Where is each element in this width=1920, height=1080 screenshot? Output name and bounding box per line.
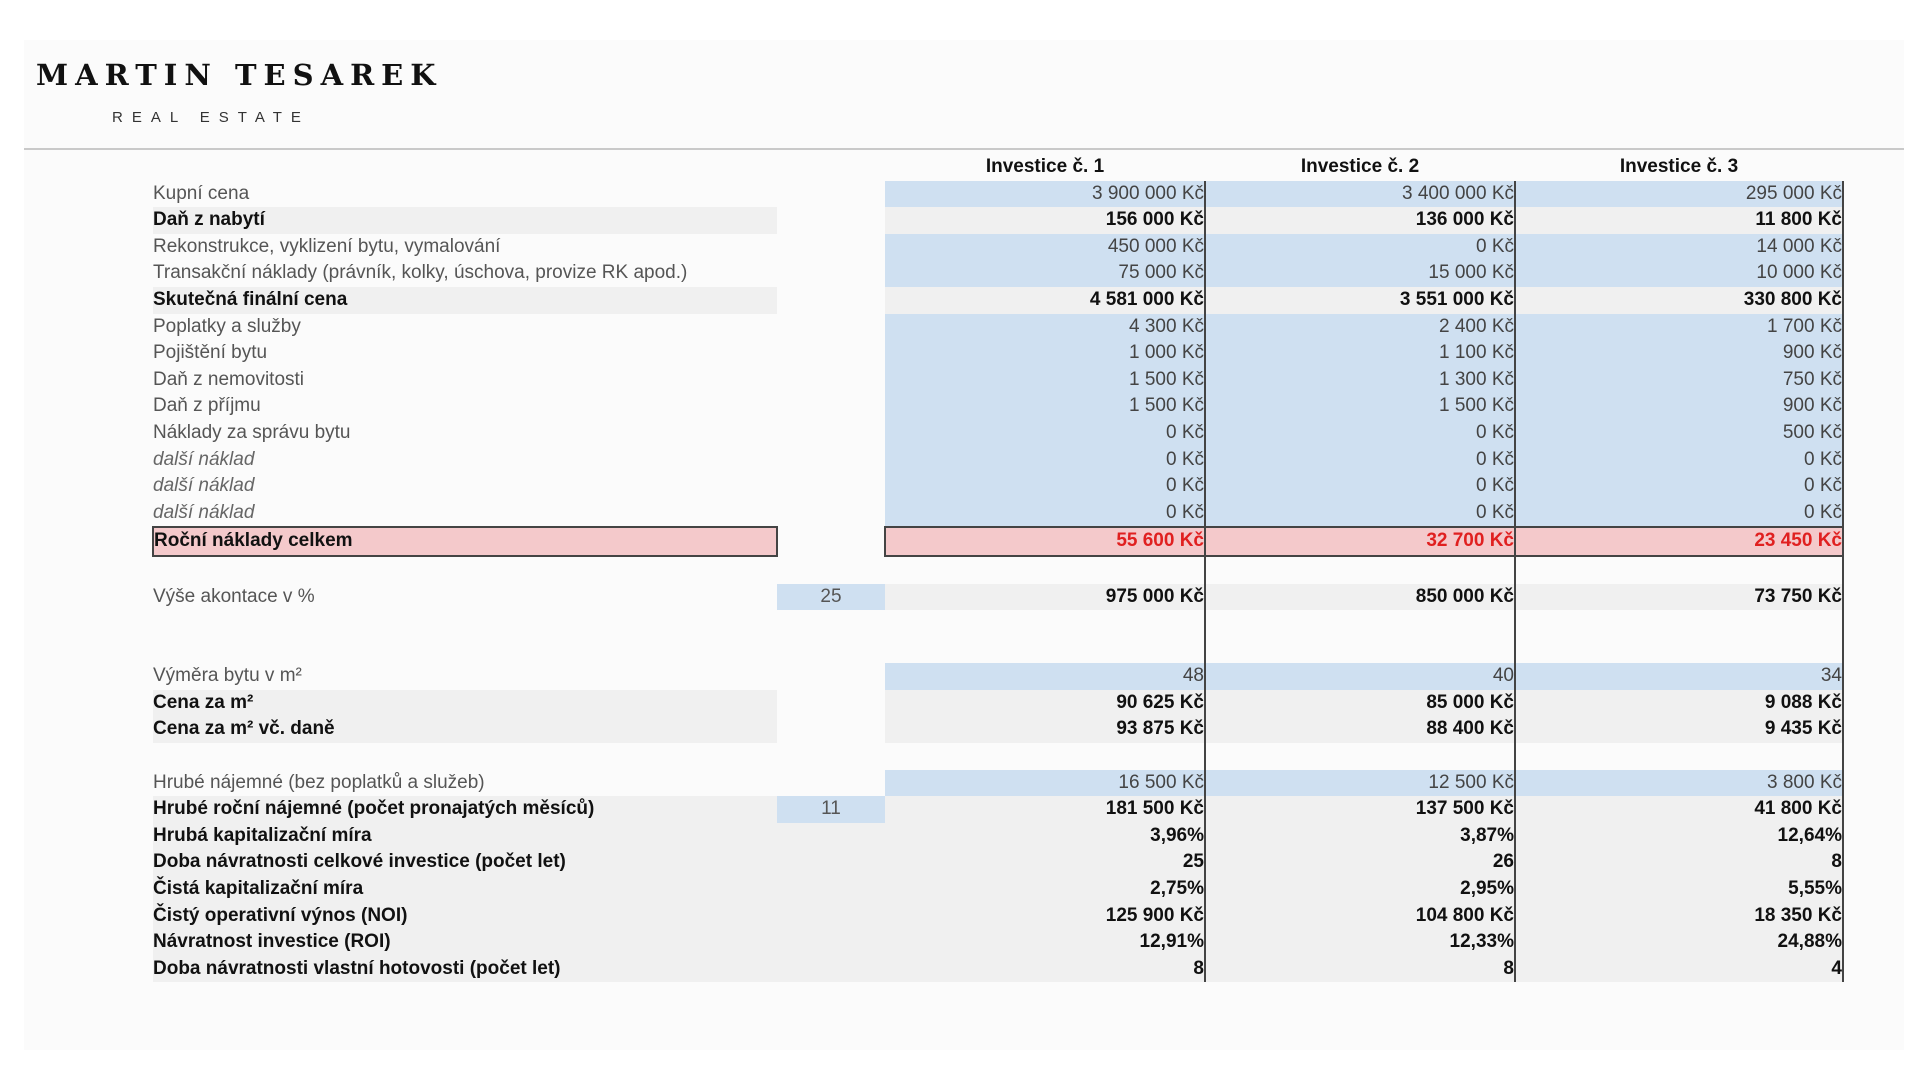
input-cell[interactable]: 75 000 Kč xyxy=(885,260,1205,287)
input-cell[interactable]: 2 400 Kč xyxy=(1205,314,1515,341)
table-row xyxy=(153,903,1843,930)
row-label: Náklady za správu bytu xyxy=(153,421,351,443)
computed-cell: 104 800 Kč xyxy=(1205,903,1515,930)
table-row xyxy=(153,234,1843,261)
table-row xyxy=(153,393,1843,420)
computed-cell: 8 xyxy=(1205,956,1515,983)
table-row xyxy=(153,260,1843,287)
input-cell[interactable]: 0 Kč xyxy=(1205,500,1515,528)
table-header-row xyxy=(153,154,1843,181)
input-cell[interactable]: 34 xyxy=(1515,663,1843,690)
input-cell[interactable]: 3 900 000 Kč xyxy=(885,181,1205,208)
computed-cell: 2,95% xyxy=(1205,876,1515,903)
computed-cell: 12,64% xyxy=(1515,823,1843,850)
input-cell[interactable]: 0 Kč xyxy=(1205,420,1515,447)
input-cell[interactable]: 0 Kč xyxy=(1515,447,1843,474)
row-label: Rekonstrukce, vyklizení bytu, vymalování xyxy=(153,235,501,257)
column-header-investice-2: Investice č. 2 xyxy=(1300,156,1420,177)
computed-cell: 25 xyxy=(885,849,1205,876)
row-label: další náklad xyxy=(153,501,255,523)
computed-cell: 3 551 000 Kč xyxy=(1205,287,1515,314)
computed-cell: 12,91% xyxy=(885,929,1205,956)
row-label: Doba návratnosti celkové investice (počet let) xyxy=(153,849,777,876)
table-row xyxy=(153,770,1843,797)
row-label: Návratnost investice (ROI) xyxy=(153,929,777,956)
row-label: Čistý operativní výnos (NOI) xyxy=(153,903,777,930)
computed-cell: 85 000 Kč xyxy=(1205,690,1515,717)
table-row xyxy=(153,314,1843,341)
row-label: Transakční náklady (právník, kolky, úschova, provize RK apod.) xyxy=(153,262,688,284)
column-header-investice-1: Investice č. 1 xyxy=(985,156,1105,177)
row-label: Hrubá kapitalizační míra xyxy=(153,823,777,850)
row-label: další náklad xyxy=(153,475,255,497)
input-cell[interactable]: 1 700 Kč xyxy=(1515,314,1843,341)
input-cell[interactable]: 1 000 Kč xyxy=(885,340,1205,367)
table-row xyxy=(153,663,1843,690)
row-label: Daň z nemovitosti xyxy=(153,368,305,390)
table-row xyxy=(153,876,1843,903)
computed-cell: 2,75% xyxy=(885,876,1205,903)
brand-subtitle: REAL ESTATE xyxy=(112,109,310,126)
row-label: Doba návratnosti vlastní hotovosti (počet let) xyxy=(153,956,777,983)
table-row xyxy=(153,181,1843,208)
computed-cell: 125 900 Kč xyxy=(885,903,1205,930)
input-cell[interactable]: 295 000 Kč xyxy=(1515,181,1843,208)
input-cell[interactable]: 10 000 Kč xyxy=(1515,260,1843,287)
rented-months-input[interactable]: 11 xyxy=(777,796,885,823)
computed-cell: 26 xyxy=(1205,849,1515,876)
table-row xyxy=(153,823,1843,850)
computed-cell: 93 875 Kč xyxy=(885,716,1205,743)
row-label: Výše akontace v % xyxy=(153,585,315,607)
row-label: Poplatky a služby xyxy=(153,315,301,337)
header-divider xyxy=(24,148,1904,150)
table-row xyxy=(153,420,1843,447)
computed-cell: 3,96% xyxy=(885,823,1205,850)
table-row xyxy=(153,716,1843,743)
input-cell[interactable]: 0 Kč xyxy=(1515,473,1843,500)
table-row xyxy=(153,367,1843,394)
row-label: Výměra bytu v m² xyxy=(153,665,302,687)
computed-cell: 12,33% xyxy=(1205,929,1515,956)
input-cell[interactable]: 750 Kč xyxy=(1515,367,1843,394)
table-row xyxy=(153,500,1843,528)
row-label: Roční náklady celkem xyxy=(153,527,777,556)
input-cell[interactable]: 0 Kč xyxy=(1515,500,1843,528)
input-cell[interactable]: 14 000 Kč xyxy=(1515,234,1843,261)
input-cell[interactable]: 3 800 Kč xyxy=(1515,770,1843,797)
input-cell[interactable]: 0 Kč xyxy=(885,473,1205,500)
computed-cell: 850 000 Kč xyxy=(1205,584,1515,611)
computed-cell: 181 500 Kč xyxy=(885,796,1205,823)
input-cell[interactable]: 40 xyxy=(1205,663,1515,690)
input-cell[interactable]: 1 100 Kč xyxy=(1205,340,1515,367)
column-header-investice-3: Investice č. 3 xyxy=(1619,156,1739,177)
input-cell[interactable]: 48 xyxy=(885,663,1205,690)
investment-comparison-table xyxy=(152,154,1844,982)
down-payment-percent-input[interactable]: 25 xyxy=(777,584,885,611)
input-cell[interactable]: 12 500 Kč xyxy=(1205,770,1515,797)
row-label: Daň z příjmu xyxy=(153,395,261,417)
brand-name: MARTIN TESAREK xyxy=(36,58,443,92)
table-row xyxy=(153,956,1843,983)
input-cell[interactable]: 0 Kč xyxy=(1205,447,1515,474)
row-label: Daň z nabytí xyxy=(153,207,777,234)
input-cell[interactable]: 1 500 Kč xyxy=(1205,393,1515,420)
computed-cell: 4 581 000 Kč xyxy=(885,287,1205,314)
table-row xyxy=(153,473,1843,500)
input-cell[interactable]: 1 300 Kč xyxy=(1205,367,1515,394)
computed-cell: 5,55% xyxy=(1515,876,1843,903)
table-row xyxy=(153,207,1843,234)
table-row xyxy=(153,287,1843,314)
row-label: Hrubé roční nájemné (počet pronajatých měsíců) xyxy=(153,796,777,823)
table-row xyxy=(153,584,1843,611)
table-row xyxy=(153,849,1843,876)
computed-cell: 88 400 Kč xyxy=(1205,716,1515,743)
total-cell: 32 700 Kč xyxy=(1205,527,1515,556)
row-label: Pojištění bytu xyxy=(153,342,268,364)
annual-costs-total-row xyxy=(153,527,1843,556)
row-label: Cena za m² xyxy=(153,690,777,717)
input-cell[interactable]: 0 Kč xyxy=(885,447,1205,474)
row-label: Skutečná finální cena xyxy=(153,287,777,314)
total-cell: 55 600 Kč xyxy=(885,527,1205,556)
row-label: Hrubé nájemné (bez poplatků a služeb) xyxy=(153,771,485,793)
computed-cell: 18 350 Kč xyxy=(1515,903,1843,930)
computed-cell: 9 435 Kč xyxy=(1515,716,1843,743)
computed-cell: 137 500 Kč xyxy=(1205,796,1515,823)
computed-cell: 90 625 Kč xyxy=(885,690,1205,717)
computed-cell: 3,87% xyxy=(1205,823,1515,850)
input-cell[interactable]: 0 Kč xyxy=(1205,234,1515,261)
input-cell[interactable]: 3 400 000 Kč xyxy=(1205,181,1515,208)
computed-cell: 41 800 Kč xyxy=(1515,796,1843,823)
table-row xyxy=(153,690,1843,717)
input-cell[interactable]: 0 Kč xyxy=(885,500,1205,528)
computed-cell: 9 088 Kč xyxy=(1515,690,1843,717)
input-cell[interactable]: 900 Kč xyxy=(1515,393,1843,420)
input-cell[interactable]: 4 300 Kč xyxy=(885,314,1205,341)
table-row xyxy=(153,929,1843,956)
table-row xyxy=(153,340,1843,367)
table-row xyxy=(153,796,1843,823)
computed-cell: 8 xyxy=(1515,849,1843,876)
input-cell[interactable]: 1 500 Kč xyxy=(885,367,1205,394)
total-cell: 23 450 Kč xyxy=(1515,527,1843,556)
input-cell[interactable]: 16 500 Kč xyxy=(885,770,1205,797)
input-cell[interactable]: 0 Kč xyxy=(885,420,1205,447)
computed-cell: 11 800 Kč xyxy=(1515,207,1843,234)
row-label: Čistá kapitalizační míra xyxy=(153,876,777,903)
table-row xyxy=(153,447,1843,474)
input-cell[interactable]: 15 000 Kč xyxy=(1205,260,1515,287)
row-label: Kupní cena xyxy=(153,182,250,204)
computed-cell: 8 xyxy=(885,956,1205,983)
input-cell[interactable]: 900 Kč xyxy=(1515,340,1843,367)
computed-cell: 975 000 Kč xyxy=(885,584,1205,611)
computed-cell: 136 000 Kč xyxy=(1205,207,1515,234)
input-cell[interactable]: 1 500 Kč xyxy=(885,393,1205,420)
row-label: další náklad xyxy=(153,448,255,470)
computed-cell: 156 000 Kč xyxy=(885,207,1205,234)
row-label: Cena za m² vč. daně xyxy=(153,716,777,743)
input-cell[interactable]: 0 Kč xyxy=(1205,473,1515,500)
computed-cell: 24,88% xyxy=(1515,929,1843,956)
computed-cell: 330 800 Kč xyxy=(1515,287,1843,314)
computed-cell: 73 750 Kč xyxy=(1515,584,1843,611)
computed-cell: 4 xyxy=(1515,956,1843,983)
input-cell[interactable]: 450 000 Kč xyxy=(885,234,1205,261)
input-cell[interactable]: 500 Kč xyxy=(1515,420,1843,447)
